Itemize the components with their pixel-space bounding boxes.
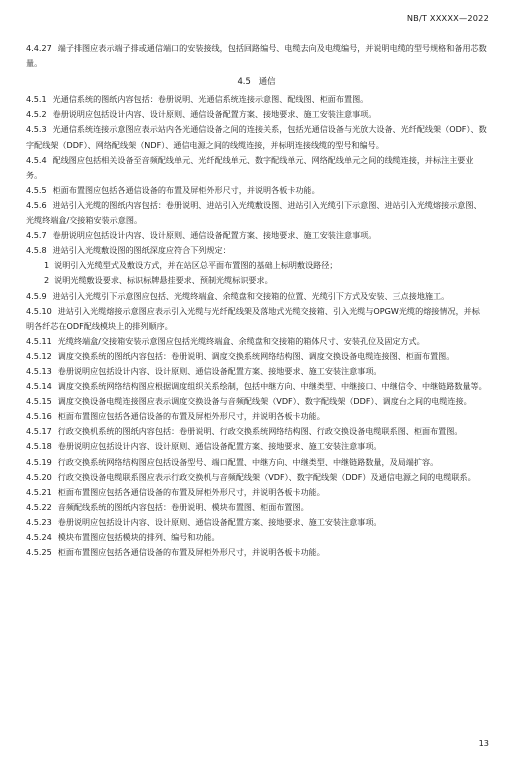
clause-paragraph [26,364,487,379]
list-item-number: 2 [44,275,50,286]
clause-number: 4.5.13 [26,365,52,376]
clause-text: 行政交换机系统的图纸内容包括：卷册说明、行政交换系统网络结构图、行政交换设备电缆联系图、柜面布置图。 [57,426,463,437]
section-heading [26,74,487,89]
clause-number: 4.5.12 [26,350,52,361]
clause-paragraph [26,122,487,152]
clause-paragraph [26,470,487,485]
clause-paragraph [26,41,487,71]
clause-paragraph [26,304,487,334]
clause-text: 配线图应包括相关设备至音频配线单元、光纤配线单元、数字配线单元、网络配线单元之间的线缆连接，并标注主要业务。 [26,154,474,180]
clause-paragraph [26,228,487,243]
clause-paragraph [26,500,487,515]
clause-text: 光缆终端盒/交接箱安装示意图应包括光缆终端盒、余缆盘和交接箱的箱体尺寸、安装孔位及固定方式。 [57,335,425,346]
clause-number: 4.5.25 [26,547,52,558]
list-item-text: 说明光缆敷设要求、标识标牌悬挂要求、预制光缆标识要求。 [54,275,273,286]
clause-paragraph [26,92,487,107]
document-body [26,41,487,560]
clause-number: 4.5.1 [26,94,47,105]
clause-paragraph [26,243,487,258]
clause-number: 4.5.9 [26,290,47,301]
clause-number: 4.5.2 [26,109,47,120]
list-item [26,258,487,273]
clause-number: 4.5.6 [26,199,47,210]
clause-number: 4.5.18 [26,441,52,452]
clause-text: 卷册说明应包括设计内容、设计原则、通信设备配置方案、接地要求、施工安装注意事项。 [52,109,377,120]
clause-text: 调度交换设备电缆连接图应表示调度交换设备与音频配线架（VDF）、数字配线架（DDF）、调度台之间的电缆连接。 [57,396,472,407]
clause-number: 4.5.21 [26,486,52,497]
clause-number: 4.5.15 [26,396,52,407]
clause-text: 卷册说明应包括设计内容、设计原则、通信设备配置方案、接地要求、施工安装注意事项。 [57,516,382,527]
clause-text: 卷册说明应包括设计内容、设计原则、通信设备配置方案、接地要求、施工安装注意事项。 [52,230,377,241]
clause-text: 进站引入光缆引下示意图应包括、光缆终端盒、余缆盘和交接箱的位置、光缆引下方式及安装、三点接地施工。 [52,290,450,301]
clause-paragraph [26,198,487,228]
clause-text: 进站引入光缆熔接示意图应表示引入光缆与光纤配线架及落地式光缆交接箱、引入光缆与OPGW光缆的熔接情况，并标明各纤芯在ODF配线模块上的排列顺序。 [26,305,480,331]
clause-text: 调度交换系统的图纸内容包括：卷册说明、调度交换系统网络结构图、调度交换设备电缆连接图、柜面布置图。 [57,350,455,361]
clause-paragraph [26,530,487,545]
standard-code: NB/T XXXXX—2022 [406,13,489,23]
list-item-number: 1 [44,260,50,271]
clause-text: 卷册说明应包括设计内容、设计原则、通信设备配置方案、接地要求、施工安装注意事项。 [57,441,382,452]
page-number: 13 [478,738,489,748]
clause-paragraph [26,455,487,470]
clause-number: 4.5.22 [26,501,52,512]
clause-text: 行政交换系统网络结构图应包括设备型号、端口配置、中继方向、中继类型、中继链路数量，及局端扩容。 [57,456,439,467]
clause-number: 4.5.4 [26,154,47,165]
clause-paragraph [26,334,487,349]
clause-paragraph [26,289,487,304]
clause-text: 调度交换系统网络结构图应根据调度组织关系绘制，包括中继方向、中继类型、中继接口、中继信令、中继链路数量等。 [57,381,487,392]
clause-text: 音频配线系统的图纸内容包括：卷册说明、模块布置图、柜面布置图。 [57,501,309,512]
clause-text: 卷册说明应包括设计内容、设计原则、通信设备配置方案、接地要求、施工安装注意事项。 [57,365,382,376]
clause-number: 4.5.23 [26,516,52,527]
clause-number: 4.4.27 [26,43,52,53]
clause-text: 行政交换设备电缆联系图应表示行政交换机与音频配线架（VDF）、数字配线架（DDF）及通信电源之间的电缆联系。 [57,471,476,482]
clause-number: 4.5.16 [26,411,52,422]
clause-number: 4.5.5 [26,184,47,195]
clause-number: 4.5.7 [26,230,47,241]
clause-text: 端子排图应表示端子排或通信端口的安装接线，包括回路编号、电缆去向及电缆编号，并说明电缆的型号规格和备用芯数量。 [26,43,487,69]
clause-text: 光通信系统连接示意图应表示站内各光通信设备之间的连接关系，包括光通信设备与光放大设备、光纤配线架（ODF）、数字配线架（DDF）、网络配线架（NDF）、通信电源之间的线缆连接，并标明连接线缆的型号和编号。 [26,124,487,150]
clause-text: 进站引入光缆的图纸内容包括：卷册说明、进站引入光缆敷设图、进站引入光缆引下示意图、进站引入光缆熔接示意图、光缆终端盒/交接箱安装示意图。 [26,199,482,226]
clause-text: 进站引入光缆敷设图的图纸深度应符合下列规定： [52,245,231,256]
clause-text: 柜面布置图应包括各通信设备的布置及屏柜外形尺寸，并说明各板卡功能。 [57,547,325,558]
clause-paragraph [26,394,487,409]
list-item [26,273,487,288]
clause-text: 柜面布置图应包括各通信设备的布置及屏柜外形尺寸，并说明各板卡功能。 [57,411,325,422]
clause-paragraph [26,545,487,560]
clause-paragraph [26,515,487,530]
section-number: 4.5 [237,76,251,87]
clause-paragraph [26,485,487,500]
clause-paragraph [26,349,487,364]
clause-text: 光通信系统的图纸内容包括：卷册说明、光通信系统连接示意图、配线图、柜面布置图。 [52,94,369,105]
clause-number: 4.5.3 [26,124,47,135]
clause-paragraph [26,439,487,454]
section-title: 通信 [258,76,276,87]
clause-text: 模块布置图应包括模块的排列、编号和功能。 [57,532,220,542]
clause-number: 4.5.11 [26,335,52,346]
clause-paragraph [26,379,487,394]
clause-paragraph [26,424,487,439]
clause-text: 柜面布置图应包括各通信设备的布置及屏柜外形尺寸，并说明各板卡功能。 [57,486,325,497]
clause-number: 4.5.19 [26,456,52,467]
clause-paragraph [26,183,487,198]
clause-paragraph [26,409,487,424]
clause-number: 4.5.8 [26,245,47,256]
list-item-text: 说明引入光缆型式及敷设方式，并在站区总平面布置图的基础上标明敷设路径； [54,260,338,271]
clause-number: 4.5.20 [26,471,52,482]
clause-number: 4.5.10 [26,305,52,316]
clause-text: 柜面布置图应包括各通信设备的布置及屏柜外形尺寸，并说明各板卡功能。 [52,184,320,195]
clause-paragraph [26,107,487,122]
clause-number: 4.5.24 [26,532,52,542]
clause-number: 4.5.17 [26,426,52,437]
clause-number: 4.5.14 [26,381,52,392]
clause-paragraph [26,153,487,183]
